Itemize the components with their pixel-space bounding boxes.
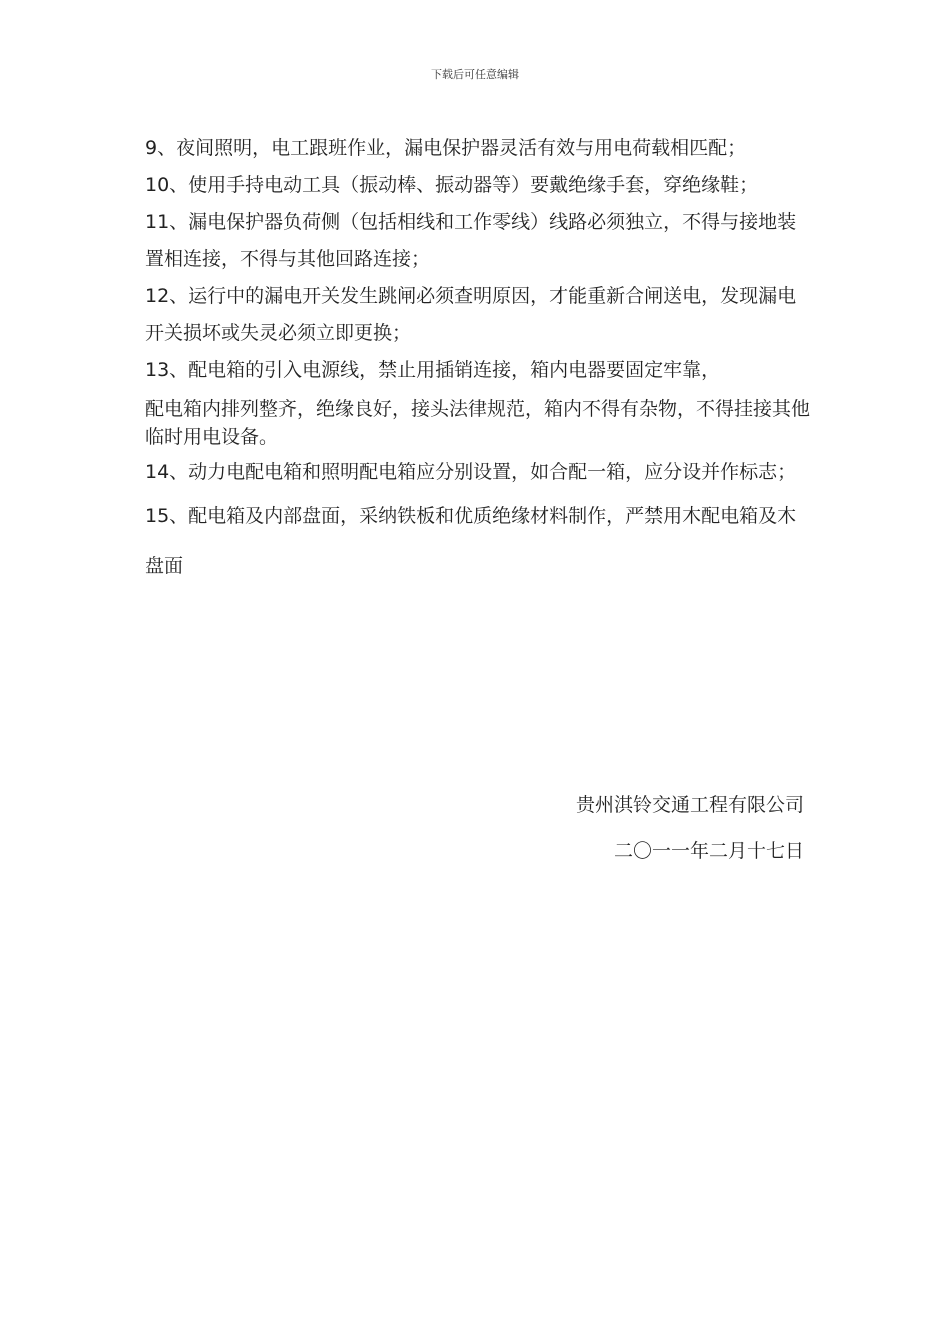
rule-item-11: 11、漏电保护器负荷侧（包括相线和工作零线）线路必须独立，不得与接地装置相连接，不得与其他回路连接； (145, 211, 797, 270)
header-note: 下载后可任意编辑 (431, 68, 519, 81)
signature-date: 二〇一一年二月十七日 (613, 840, 804, 862)
rule-item-14: 14、动力电配电箱和照明配电箱应分别设置，如合配一箱，应分设并作标志； (145, 461, 797, 483)
rule-item-9: 9、夜间照明，电工跟班作业，漏电保护器灵活有效与用电荷载相匹配； (145, 137, 747, 159)
document-body (145, 130, 810, 591)
signature-company: 贵州淇铃交通工程有限公司 (575, 794, 804, 816)
rule-item-12: 12、运行中的漏电开关发生跳闸必须查明原因，才能重新合闸送电，发现漏电开关损坏或失灵必须立即更换； (145, 285, 797, 344)
rule-item-15: 15、配电箱及内部盘面，采纳铁板和优质绝缘材料制作，严禁用木配电箱及木盘面 (145, 505, 797, 577)
rule-item-13-continued: 配电箱内排列整齐，绝缘良好，接头法律规范，箱内不得有杂物，不得挂接其他临时用电设备。 (145, 398, 811, 448)
rule-item-10: 10、使用手持电动工具（振动棒、振动器等）要戴绝缘手套，穿绝缘鞋； (145, 174, 759, 196)
rule-item-13: 13、配电箱的引入电源线，禁止用插销连接，箱内电器要固定牢靠， (145, 359, 721, 381)
